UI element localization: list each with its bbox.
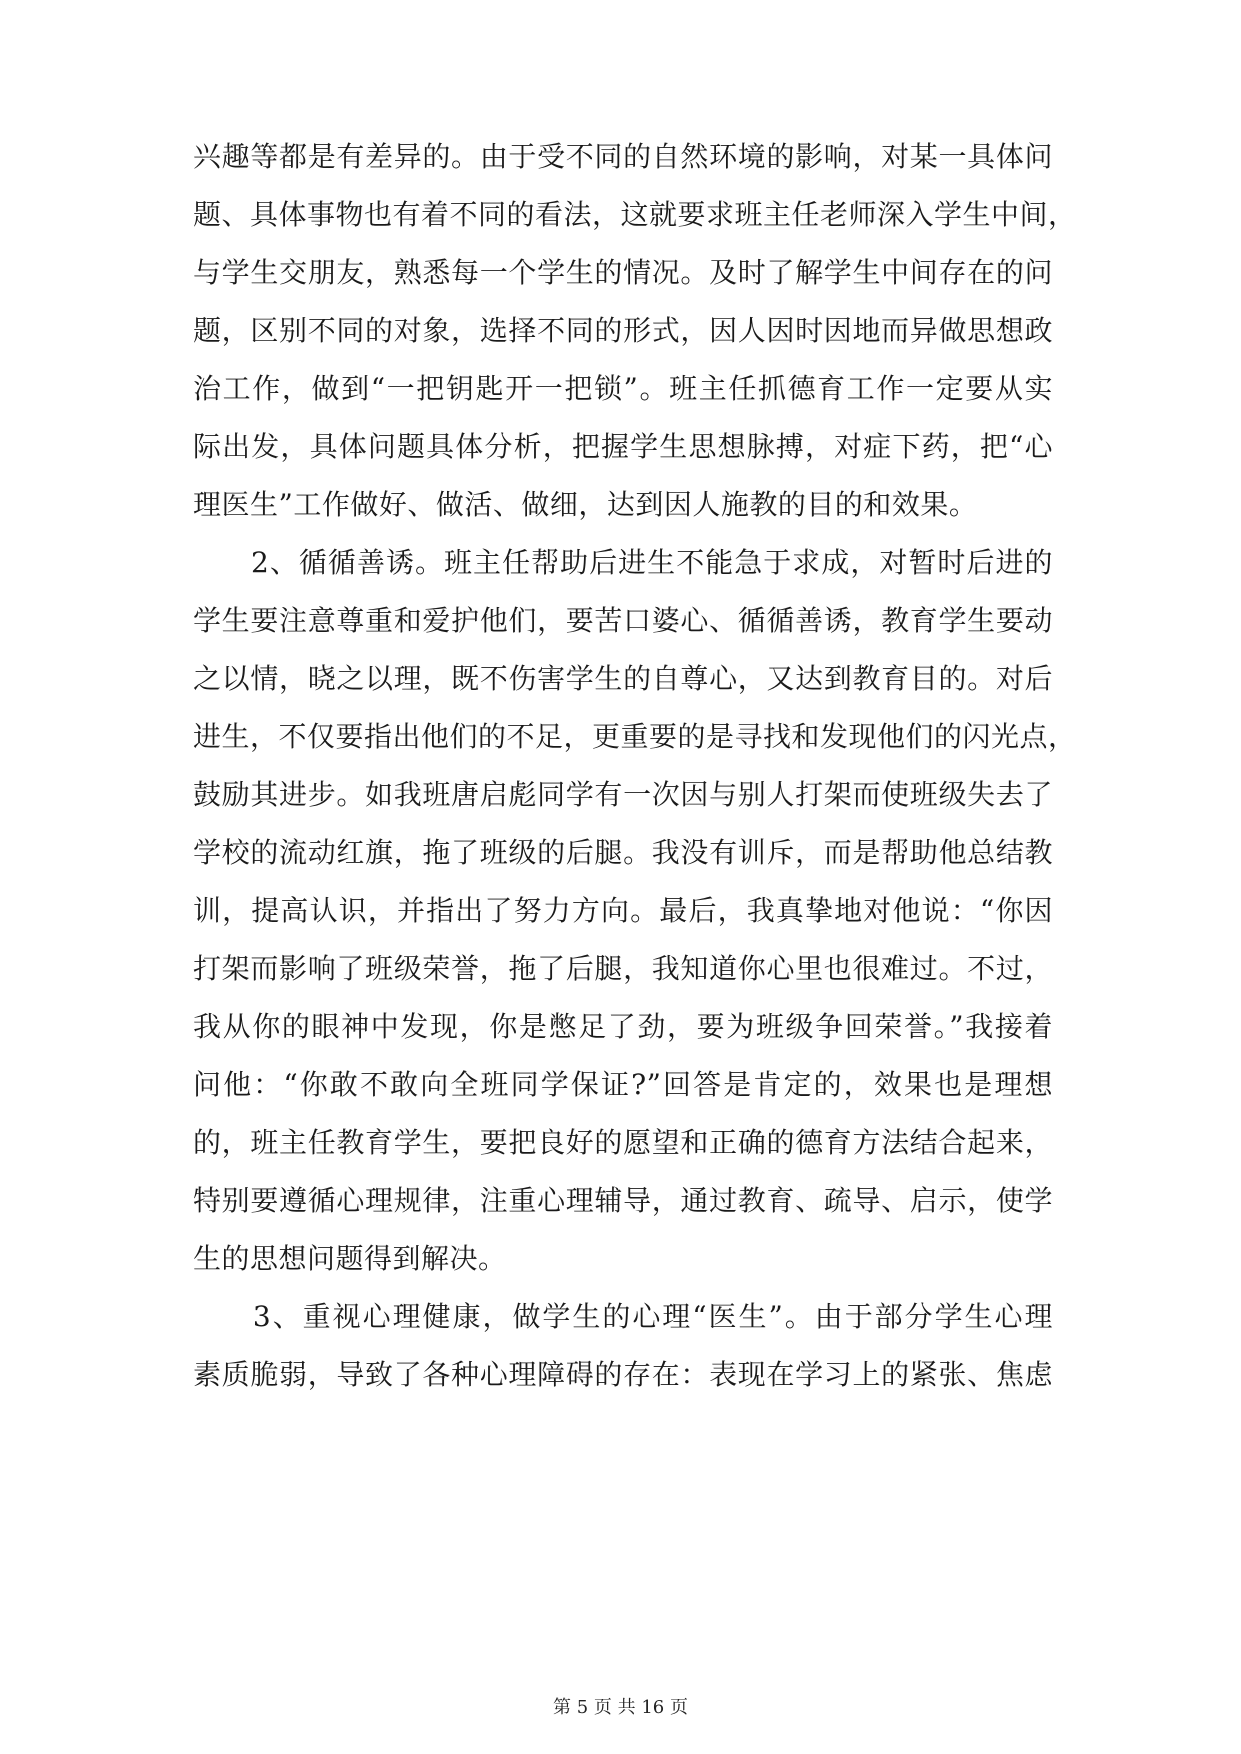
text-line: 题、具体事物也有着不同的看法，这就要求班主任老师深入学生中间， <box>193 198 1077 231</box>
text-line: 3、重视心理健康，做学生的心理“医生”。由于部分学生心理 <box>193 1300 1053 1333</box>
text-line: 际出发，具体问题具体分析，把握学生思想脉搏，对症下药，把“心 <box>193 430 1053 463</box>
text-line: 打架而影响了班级荣誉，拖了后腿，我知道你心里也很难过。不过， <box>193 952 1053 985</box>
text-line: 学校的流动红旗，拖了班级的后腿。我没有训斥，而是帮助他总结教 <box>193 836 1053 869</box>
text-line: 之以情，晓之以理，既不伤害学生的自尊心，又达到教育目的。对后 <box>193 662 1053 695</box>
text-line: 兴趣等都是有差异的。由于受不同的自然环境的影响，对某一具体问 <box>193 140 1053 173</box>
text-line: 的，班主任教育学生，要把良好的愿望和正确的德育方法结合起来， <box>193 1126 1053 1159</box>
text-line: 进生，不仅要指出他们的不足，更重要的是寻找和发现他们的闪光点， <box>193 720 1077 753</box>
text-line: 学生要注意尊重和爱护他们，要苦口婆心、循循善诱，教育学生要动 <box>193 604 1053 637</box>
text-line: 治工作，做到“一把钥匙开一把锁”。班主任抓德育工作一定要从实 <box>193 372 1053 405</box>
text-line: 鼓励其进步。如我班唐启彪同学有一次因与别人打架而使班级失去了 <box>193 778 1053 811</box>
text-line: 我从你的眼神中发现，你是憋足了劲，要为班级争回荣誉。”我接着 <box>193 1010 1053 1043</box>
text-line: 与学生交朋友，熟悉每一个学生的情况。及时了解学生中间存在的问 <box>193 256 1053 289</box>
text-line: 训，提高认识，并指出了努力方向。最后，我真挚地对他说：“你因 <box>193 894 1053 927</box>
text-line: 素质脆弱，导致了各种心理障碍的存在：表现在学习上的紧张、焦虑 <box>193 1358 1053 1391</box>
page-footer: 第 5 页 共 16 页 <box>553 1697 688 1718</box>
text-line: 生的思想问题得到解决。 <box>193 1242 507 1275</box>
text-line: 2、循循善诱。班主任帮助后进生不能急于求成，对暂时后进的 <box>193 546 1053 579</box>
text-line: 题，区别不同的对象，选择不同的形式，因人因时因地而异做思想政 <box>193 314 1053 347</box>
text-line: 特别要遵循心理规律，注重心理辅导，通过教育、疏导、启示，使学 <box>193 1184 1053 1217</box>
text-line: 理医生”工作做好、做活、做细，达到因人施教的目的和效果。 <box>193 488 978 521</box>
text-line: 问他：“你敢不敢向全班同学保证?”回答是肯定的，效果也是理想 <box>193 1068 1053 1101</box>
